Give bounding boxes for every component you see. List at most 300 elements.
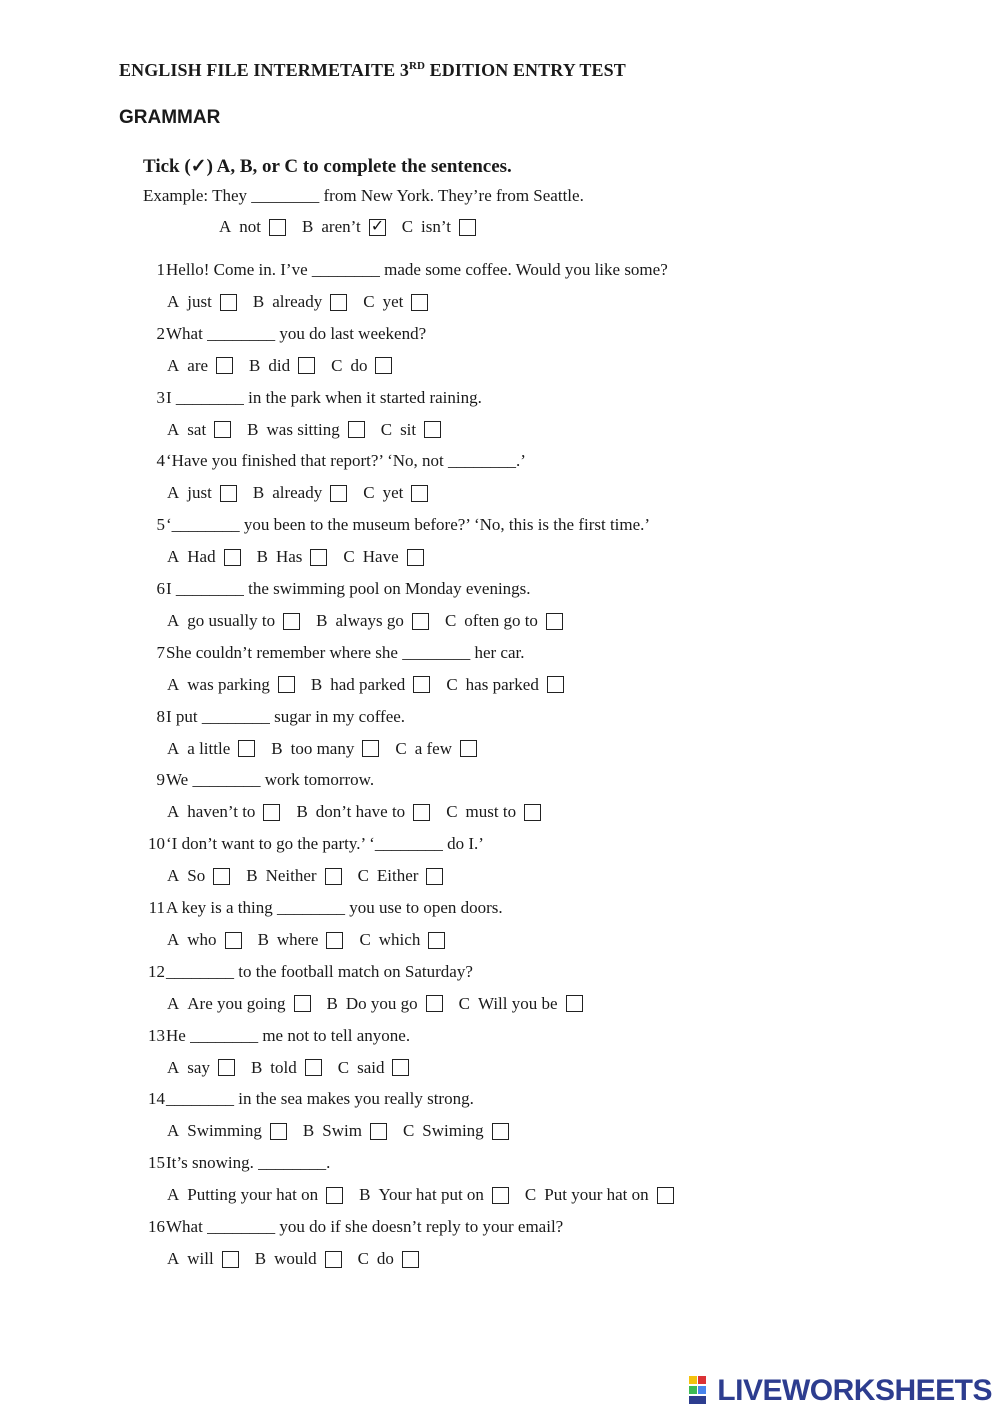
option-text: Has bbox=[275, 547, 303, 567]
option-text: was sitting bbox=[266, 419, 340, 439]
question-4 bbox=[130, 449, 990, 506]
option-letter: B bbox=[296, 802, 308, 822]
question-sentence: I ________ the swimming pool on Monday evenings. bbox=[166, 579, 531, 598]
checkbox[interactable] bbox=[222, 1251, 239, 1268]
option-c bbox=[395, 739, 477, 759]
option-letter: A bbox=[167, 1249, 180, 1268]
option-letter: C bbox=[331, 355, 343, 375]
option-text: go usually to bbox=[187, 611, 276, 630]
option-letter: B bbox=[249, 355, 261, 375]
answer-options bbox=[167, 480, 990, 506]
question-number bbox=[130, 1215, 166, 1246]
option-text: was parking bbox=[187, 674, 270, 694]
option-c bbox=[445, 611, 563, 631]
question-number-text: 3 bbox=[156, 387, 165, 407]
checkbox[interactable] bbox=[216, 357, 233, 374]
checkbox[interactable] bbox=[546, 613, 563, 630]
checkbox[interactable] bbox=[348, 421, 365, 438]
checkbox[interactable] bbox=[263, 804, 280, 821]
question-sentence: He ________ me not to tell anyone. bbox=[166, 1025, 411, 1045]
option-text: sit bbox=[400, 419, 417, 439]
question-sentence: What ________ you do if she doesn’t reply to your email? bbox=[166, 1217, 564, 1236]
checkbox[interactable] bbox=[460, 740, 477, 757]
question-sentence: ________ to the football match on Saturday? bbox=[166, 961, 473, 981]
answer-options bbox=[167, 1182, 990, 1208]
option-text: isn’t bbox=[421, 217, 451, 236]
option-letter: B bbox=[246, 866, 258, 886]
option-a bbox=[167, 1121, 287, 1141]
option-letter: C bbox=[444, 611, 457, 630]
question-number bbox=[130, 1087, 166, 1118]
option-c bbox=[331, 356, 392, 376]
question-sentence: We ________ work tomorrow. bbox=[166, 770, 375, 790]
option-b bbox=[247, 420, 365, 440]
option-letter: B bbox=[326, 993, 338, 1013]
option-letter: A bbox=[167, 355, 180, 375]
option-text: say bbox=[187, 1057, 210, 1077]
option-text: already bbox=[272, 483, 323, 503]
answer-options bbox=[167, 1118, 990, 1144]
checkbox[interactable] bbox=[225, 932, 242, 949]
question-14 bbox=[130, 1087, 990, 1144]
option-letter: A bbox=[167, 930, 180, 949]
question-number-text: 4 bbox=[156, 451, 165, 471]
question-number bbox=[130, 322, 166, 353]
question-number bbox=[130, 832, 166, 863]
option-letter: C bbox=[402, 1121, 415, 1141]
question-number bbox=[130, 960, 166, 991]
example-option-b bbox=[302, 217, 386, 237]
checkbox-checked[interactable] bbox=[369, 219, 386, 236]
option-b bbox=[249, 356, 315, 376]
option-letter: A bbox=[167, 1057, 180, 1077]
option-text: said bbox=[357, 1057, 385, 1077]
instruction: Tick (✓) A, B, or C to complete the sentences. bbox=[143, 156, 512, 177]
option-letter: B bbox=[316, 611, 328, 630]
option-c bbox=[381, 420, 441, 440]
option-letter: B bbox=[302, 1121, 315, 1141]
option-b bbox=[257, 547, 328, 567]
example-options bbox=[219, 217, 492, 237]
question-16 bbox=[130, 1215, 990, 1272]
option-text: would bbox=[274, 1249, 317, 1268]
option-text: a few bbox=[414, 738, 452, 758]
checkbox[interactable] bbox=[326, 932, 343, 949]
option-b bbox=[271, 739, 379, 759]
answer-options bbox=[167, 1055, 990, 1081]
question-sentence: ‘________ you been to the museum before?’ ‘No, this is the first time.’ bbox=[166, 515, 651, 535]
option-letter: A bbox=[167, 611, 180, 630]
question-line bbox=[130, 641, 990, 672]
question-line bbox=[130, 896, 990, 927]
question-12 bbox=[130, 960, 990, 1017]
answer-options bbox=[167, 863, 990, 889]
checkbox[interactable] bbox=[238, 740, 255, 757]
question-number bbox=[130, 641, 166, 672]
option-a bbox=[167, 356, 233, 376]
checkbox[interactable] bbox=[492, 1123, 509, 1140]
question-number-text: 8 bbox=[156, 706, 165, 726]
question-2 bbox=[130, 322, 990, 379]
option-a bbox=[167, 1249, 239, 1269]
question-line bbox=[130, 258, 990, 289]
question-11 bbox=[130, 896, 990, 953]
checkbox[interactable] bbox=[370, 1123, 387, 1140]
question-line bbox=[130, 577, 990, 608]
checkbox[interactable] bbox=[566, 995, 583, 1012]
option-text: So bbox=[187, 866, 206, 886]
option-letter: A bbox=[167, 1121, 180, 1141]
test-title-superscript: RD bbox=[408, 60, 426, 72]
checkbox[interactable] bbox=[411, 294, 428, 311]
option-letter: A bbox=[167, 1185, 180, 1205]
option-letter: A bbox=[167, 292, 180, 311]
option-b bbox=[255, 1249, 342, 1269]
question-number bbox=[130, 768, 166, 799]
checkbox[interactable] bbox=[411, 485, 428, 502]
section-heading: GRAMMAR bbox=[119, 107, 221, 128]
option-a bbox=[167, 994, 311, 1014]
option-text: a little bbox=[187, 738, 231, 758]
option-text: not bbox=[239, 217, 262, 236]
question-number bbox=[130, 577, 166, 608]
question-number bbox=[130, 386, 166, 417]
question-number-text: 11 bbox=[148, 898, 165, 917]
option-text: Putting your hat on bbox=[187, 1185, 319, 1205]
option-a bbox=[167, 802, 280, 822]
answer-options bbox=[167, 736, 990, 762]
test-title bbox=[119, 60, 626, 81]
checkbox[interactable] bbox=[426, 995, 443, 1012]
checkbox[interactable] bbox=[407, 549, 424, 566]
example-option-a bbox=[219, 217, 286, 237]
checkbox[interactable] bbox=[325, 1251, 342, 1268]
option-letter: A bbox=[167, 419, 180, 439]
option-letter: C bbox=[458, 993, 470, 1013]
question-line bbox=[130, 768, 990, 799]
question-sentence: It’s snowing. ________. bbox=[166, 1153, 331, 1173]
test-title-main: ENGLISH FILE INTERMETAITE 3 bbox=[119, 60, 409, 80]
question-sentence: ‘Have you finished that report?’ ‘No, not ________.’ bbox=[166, 451, 526, 471]
question-number-text: 10 bbox=[148, 834, 165, 854]
question-number bbox=[130, 896, 166, 927]
option-a bbox=[167, 547, 241, 567]
option-letter: C bbox=[337, 1057, 350, 1077]
option-c bbox=[446, 802, 541, 822]
checkbox[interactable] bbox=[269, 219, 286, 236]
question-number-text: 13 bbox=[148, 1025, 165, 1045]
option-c bbox=[358, 866, 444, 886]
liveworksheets-logo bbox=[689, 1374, 992, 1408]
option-c bbox=[363, 483, 428, 503]
option-text: had parked bbox=[330, 674, 406, 694]
option-a bbox=[167, 675, 295, 695]
option-b bbox=[258, 930, 344, 950]
option-text: yet bbox=[382, 483, 404, 503]
checkbox[interactable] bbox=[362, 740, 379, 757]
checkbox[interactable] bbox=[657, 1187, 674, 1204]
option-letter: B bbox=[256, 547, 268, 567]
option-letter: A bbox=[167, 674, 180, 694]
checkbox[interactable] bbox=[305, 1059, 322, 1076]
option-letter: A bbox=[167, 738, 180, 758]
question-number-text: 1 bbox=[156, 260, 165, 279]
option-text: Your hat put on bbox=[378, 1185, 484, 1205]
checkbox[interactable] bbox=[413, 676, 430, 693]
option-text: has parked bbox=[465, 674, 539, 694]
answer-options bbox=[167, 927, 990, 953]
option-b bbox=[303, 1121, 387, 1141]
option-text: Either bbox=[376, 866, 419, 886]
logo-icon bbox=[689, 1376, 715, 1406]
option-text: sat bbox=[187, 419, 207, 439]
checkbox[interactable] bbox=[330, 294, 347, 311]
question-number-text: 6 bbox=[156, 579, 165, 598]
option-a bbox=[167, 611, 300, 631]
answer-options bbox=[167, 544, 990, 570]
option-letter: C bbox=[363, 483, 375, 503]
option-letter: B bbox=[250, 1057, 263, 1077]
option-letter: B bbox=[254, 1249, 267, 1268]
checkbox[interactable] bbox=[294, 995, 311, 1012]
question-number-text: 2 bbox=[156, 323, 165, 343]
question-number-text: 14 bbox=[148, 1089, 165, 1109]
option-c bbox=[363, 292, 428, 312]
option-b bbox=[253, 483, 347, 503]
checkbox[interactable] bbox=[413, 804, 430, 821]
checkbox[interactable] bbox=[428, 932, 445, 949]
checkbox[interactable] bbox=[412, 613, 429, 630]
option-letter: C bbox=[446, 802, 458, 822]
question-10 bbox=[130, 832, 990, 889]
option-text: Neither bbox=[265, 866, 317, 886]
checkbox[interactable] bbox=[213, 868, 230, 885]
checkbox[interactable] bbox=[524, 804, 541, 821]
question-15 bbox=[130, 1151, 990, 1208]
answer-options bbox=[167, 799, 990, 825]
answer-options bbox=[167, 991, 990, 1017]
question-line bbox=[130, 1215, 990, 1246]
question-number-text: 12 bbox=[148, 961, 165, 981]
question-number bbox=[130, 258, 166, 289]
example-sentence: Example: They ________ from New York. They’re from Seattle. bbox=[143, 186, 584, 205]
question-3 bbox=[130, 386, 990, 443]
question-5 bbox=[130, 513, 990, 570]
option-letter: A bbox=[167, 547, 180, 567]
checkbox[interactable] bbox=[310, 549, 327, 566]
checkbox[interactable] bbox=[214, 421, 231, 438]
checkbox[interactable] bbox=[224, 549, 241, 566]
option-letter: C bbox=[380, 419, 393, 439]
option-text: are bbox=[187, 355, 209, 375]
checkbox[interactable] bbox=[283, 613, 300, 630]
question-line bbox=[130, 1087, 990, 1118]
question-line bbox=[130, 513, 990, 544]
option-letter: B bbox=[252, 292, 265, 311]
option-a bbox=[167, 739, 255, 759]
question-1 bbox=[130, 258, 990, 315]
option-letter: B bbox=[247, 419, 259, 439]
option-c bbox=[359, 930, 445, 950]
checkbox[interactable] bbox=[220, 485, 237, 502]
answer-options bbox=[167, 353, 990, 379]
option-letter: A bbox=[219, 217, 232, 236]
option-text: haven’t to bbox=[187, 802, 256, 822]
option-text: often go to bbox=[464, 611, 538, 630]
option-b bbox=[327, 994, 443, 1014]
question-line bbox=[130, 960, 990, 991]
question-sentence: ________ in the sea makes you really strong. bbox=[166, 1089, 474, 1109]
question-line bbox=[130, 386, 990, 417]
option-text: just bbox=[187, 483, 212, 503]
option-letter: B bbox=[257, 930, 269, 949]
option-text: just bbox=[187, 292, 212, 311]
question-7 bbox=[130, 641, 990, 698]
option-a bbox=[167, 483, 237, 503]
question-number bbox=[130, 705, 166, 736]
option-text: where bbox=[276, 930, 319, 949]
question-13 bbox=[130, 1024, 990, 1081]
option-text: Had bbox=[187, 547, 216, 567]
option-text: Swimming bbox=[187, 1121, 262, 1141]
question-number bbox=[130, 513, 166, 544]
question-number-text: 5 bbox=[156, 515, 165, 535]
checkbox[interactable] bbox=[220, 294, 237, 311]
option-letter: C bbox=[363, 292, 375, 311]
option-c bbox=[343, 547, 423, 567]
question-number-text: 16 bbox=[148, 1217, 165, 1236]
question-line bbox=[130, 1024, 990, 1055]
option-letter: C bbox=[524, 1185, 537, 1205]
option-a bbox=[167, 930, 242, 950]
question-sentence: I ________ in the park when it started raining. bbox=[166, 387, 482, 407]
question-line bbox=[130, 449, 990, 480]
option-c bbox=[459, 994, 583, 1014]
option-letter: C bbox=[401, 217, 414, 236]
option-text: Swim bbox=[322, 1121, 362, 1141]
answer-options bbox=[167, 672, 990, 698]
question-sentence: ‘I don’t want to go the party.’ ‘________ do I.’ bbox=[166, 834, 484, 854]
option-text: told bbox=[270, 1057, 297, 1077]
checkbox[interactable] bbox=[330, 485, 347, 502]
question-sentence: A key is a thing ________ you use to open doors. bbox=[166, 898, 503, 917]
option-text: Swiming bbox=[422, 1121, 484, 1141]
example-option-c bbox=[402, 217, 476, 237]
question-sentence: What ________ you do last weekend? bbox=[166, 323, 427, 343]
option-text: will bbox=[187, 1249, 214, 1268]
option-text: do bbox=[350, 355, 368, 375]
option-text: who bbox=[187, 930, 217, 949]
option-text: which bbox=[378, 930, 421, 949]
checkbox[interactable] bbox=[218, 1059, 235, 1076]
question-sentence: She couldn’t remember where she ________ her car. bbox=[166, 642, 525, 662]
answer-options bbox=[167, 289, 990, 315]
checkbox[interactable] bbox=[424, 421, 441, 438]
answer-options bbox=[167, 608, 990, 634]
question-number-text: 7 bbox=[156, 642, 165, 662]
option-b bbox=[253, 292, 347, 312]
question-sentence: Hello! Come in. I’ve ________ made some coffee. Would you like some? bbox=[166, 260, 668, 279]
checkbox[interactable] bbox=[326, 1187, 343, 1204]
option-letter: C bbox=[343, 547, 355, 567]
checkbox[interactable] bbox=[426, 868, 443, 885]
checkbox[interactable] bbox=[547, 676, 564, 693]
option-letter: C bbox=[446, 674, 458, 694]
question-9 bbox=[130, 768, 990, 825]
option-letter: C bbox=[395, 738, 407, 758]
option-letter: C bbox=[359, 930, 371, 949]
option-letter: C bbox=[357, 866, 369, 886]
option-letter: A bbox=[167, 802, 180, 822]
option-letter: B bbox=[359, 1185, 371, 1205]
option-c bbox=[446, 675, 564, 695]
question-sentence: I put ________ sugar in my coffee. bbox=[166, 706, 406, 726]
checkbox[interactable] bbox=[375, 357, 392, 374]
question-line bbox=[130, 322, 990, 353]
checkbox[interactable] bbox=[492, 1187, 509, 1204]
option-text: don’t have to bbox=[315, 802, 406, 822]
checkbox[interactable] bbox=[270, 1123, 287, 1140]
option-letter: B bbox=[252, 483, 265, 503]
option-b bbox=[359, 1185, 509, 1205]
option-b bbox=[246, 866, 341, 886]
option-letter: A bbox=[167, 866, 180, 886]
option-letter: B bbox=[271, 738, 283, 758]
test-title-tail: EDITION ENTRY TEST bbox=[425, 60, 626, 80]
question-line bbox=[130, 832, 990, 863]
option-text: Put your hat on bbox=[544, 1185, 649, 1205]
question-line bbox=[130, 705, 990, 736]
option-text: Are you going bbox=[187, 993, 286, 1013]
checkbox[interactable] bbox=[459, 219, 476, 236]
question-number-text: 9 bbox=[156, 770, 165, 790]
logo-text: LIVEWORKSHEETS bbox=[717, 1374, 992, 1407]
question-number bbox=[130, 449, 166, 480]
question-number bbox=[130, 1151, 166, 1182]
option-b bbox=[251, 1058, 322, 1078]
option-letter: A bbox=[167, 483, 180, 503]
question-8 bbox=[130, 705, 990, 762]
option-text: Will you be bbox=[477, 993, 558, 1013]
option-text: Have bbox=[362, 547, 399, 567]
option-a bbox=[167, 866, 230, 886]
option-b bbox=[316, 611, 429, 631]
option-a bbox=[167, 1185, 343, 1205]
option-letter: A bbox=[167, 993, 180, 1013]
option-text: do bbox=[376, 1249, 394, 1268]
checkbox[interactable] bbox=[392, 1059, 409, 1076]
option-text: must to bbox=[465, 802, 517, 822]
option-c bbox=[403, 1121, 509, 1141]
option-letter: B bbox=[310, 674, 323, 694]
option-b bbox=[311, 675, 430, 695]
checkbox[interactable] bbox=[278, 676, 295, 693]
option-text: already bbox=[272, 292, 323, 311]
option-text: always go bbox=[335, 611, 404, 630]
answer-options bbox=[167, 1246, 990, 1272]
checkbox[interactable] bbox=[402, 1251, 419, 1268]
option-text: too many bbox=[290, 738, 355, 758]
question-number-text: 15 bbox=[148, 1153, 165, 1173]
option-a bbox=[167, 292, 237, 312]
question-line bbox=[130, 1151, 990, 1182]
option-letter: C bbox=[357, 1249, 369, 1268]
option-c bbox=[338, 1058, 410, 1078]
checkbox[interactable] bbox=[298, 357, 315, 374]
option-text: aren’t bbox=[321, 217, 361, 236]
checkbox[interactable] bbox=[325, 868, 342, 885]
answer-options bbox=[167, 417, 990, 443]
